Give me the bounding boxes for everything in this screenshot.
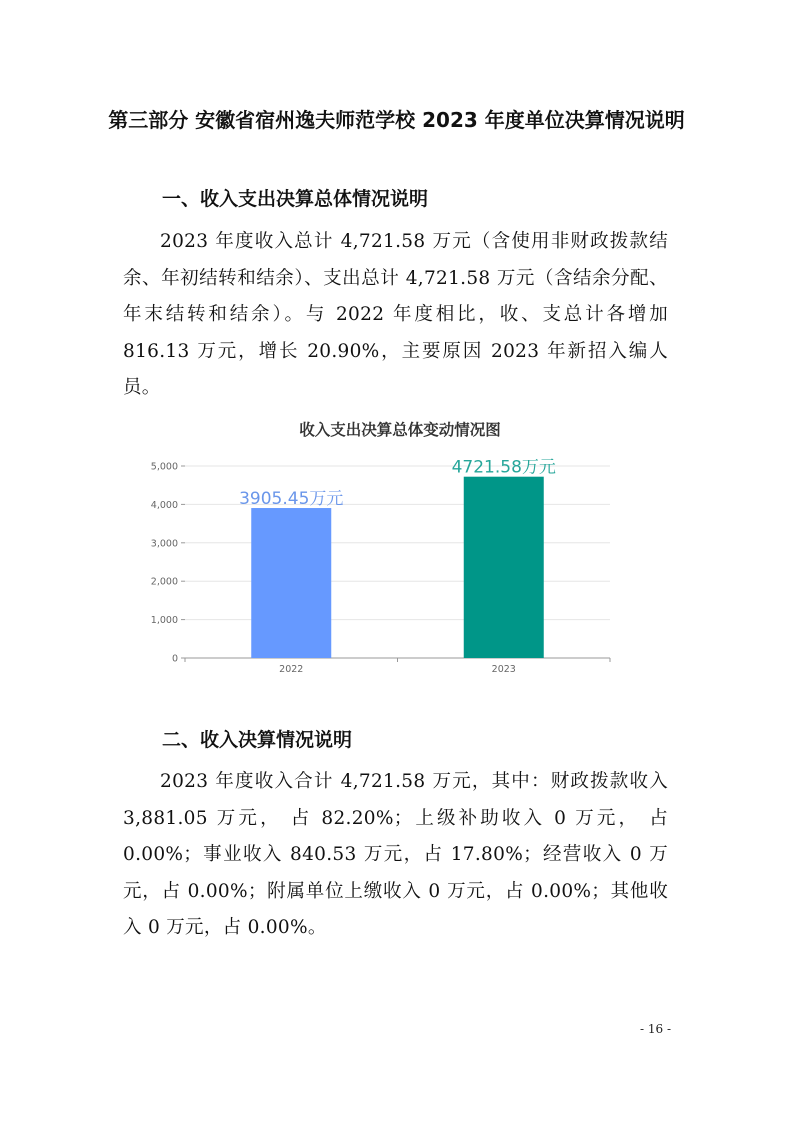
data-label-2022: 3905.45万元	[239, 489, 344, 510]
y-tick-label: 5,000	[150, 461, 178, 473]
chart-y-axis	[151, 462, 185, 665]
section-paragraph-income: 2023 年度收入合计 4,721.58 万元，其中：财政拨款收入 3,881.05 万元， 占 82.20%；上级补助收入 0 万元， 占 0.00%；事业收入 840.53 万元，占 17.80%；经营收入 0 万元，占 0.00%；附属单位上缴收入 0 万元，占 0.00%；其他收入 0 万元，占 0.00%。	[123, 771, 668, 938]
page-title: 第三部分 安徽省宿州逸夫师范学校 2023 年度单位决算情况说明	[108, 108, 685, 132]
x-tick-label: 2022	[279, 664, 304, 675]
chart-bars	[239, 458, 556, 658]
y-tick-label: 4,000	[150, 499, 178, 511]
x-tick-label: 2023	[491, 664, 516, 675]
chart-x-axis	[185, 658, 610, 675]
section-paragraph-income-expense: 2023 年度收入总计 4,721.58 万元（含使用非财政拨款结余、年初结转和结余）、支出总计 4,721.58 万元（含结余分配、年末结转和结余）。与 2022 年度相比，收、支总计各增加 816.13 万元，增长 20.90%，主要原因 2023 年新招入编人员。	[123, 231, 668, 398]
y-tick-label: 0	[171, 653, 178, 665]
y-tick-label: 1,000	[150, 615, 178, 627]
y-tick-label: 3,000	[150, 538, 178, 550]
bar-2023	[464, 477, 544, 658]
data-label-2023: 4721.58万元	[451, 457, 556, 478]
chart-title: 收入支出决算总体变动情况图	[299, 421, 501, 439]
bar-2022	[251, 508, 331, 658]
bar-chart	[140, 448, 620, 678]
page-number: - 16 -	[640, 1022, 672, 1036]
section-heading-income-expense: 一、收入支出决算总体情况说明	[162, 188, 429, 210]
y-tick-label: 2,000	[150, 576, 178, 588]
section-heading-income: 二、收入决算情况说明	[162, 729, 353, 751]
